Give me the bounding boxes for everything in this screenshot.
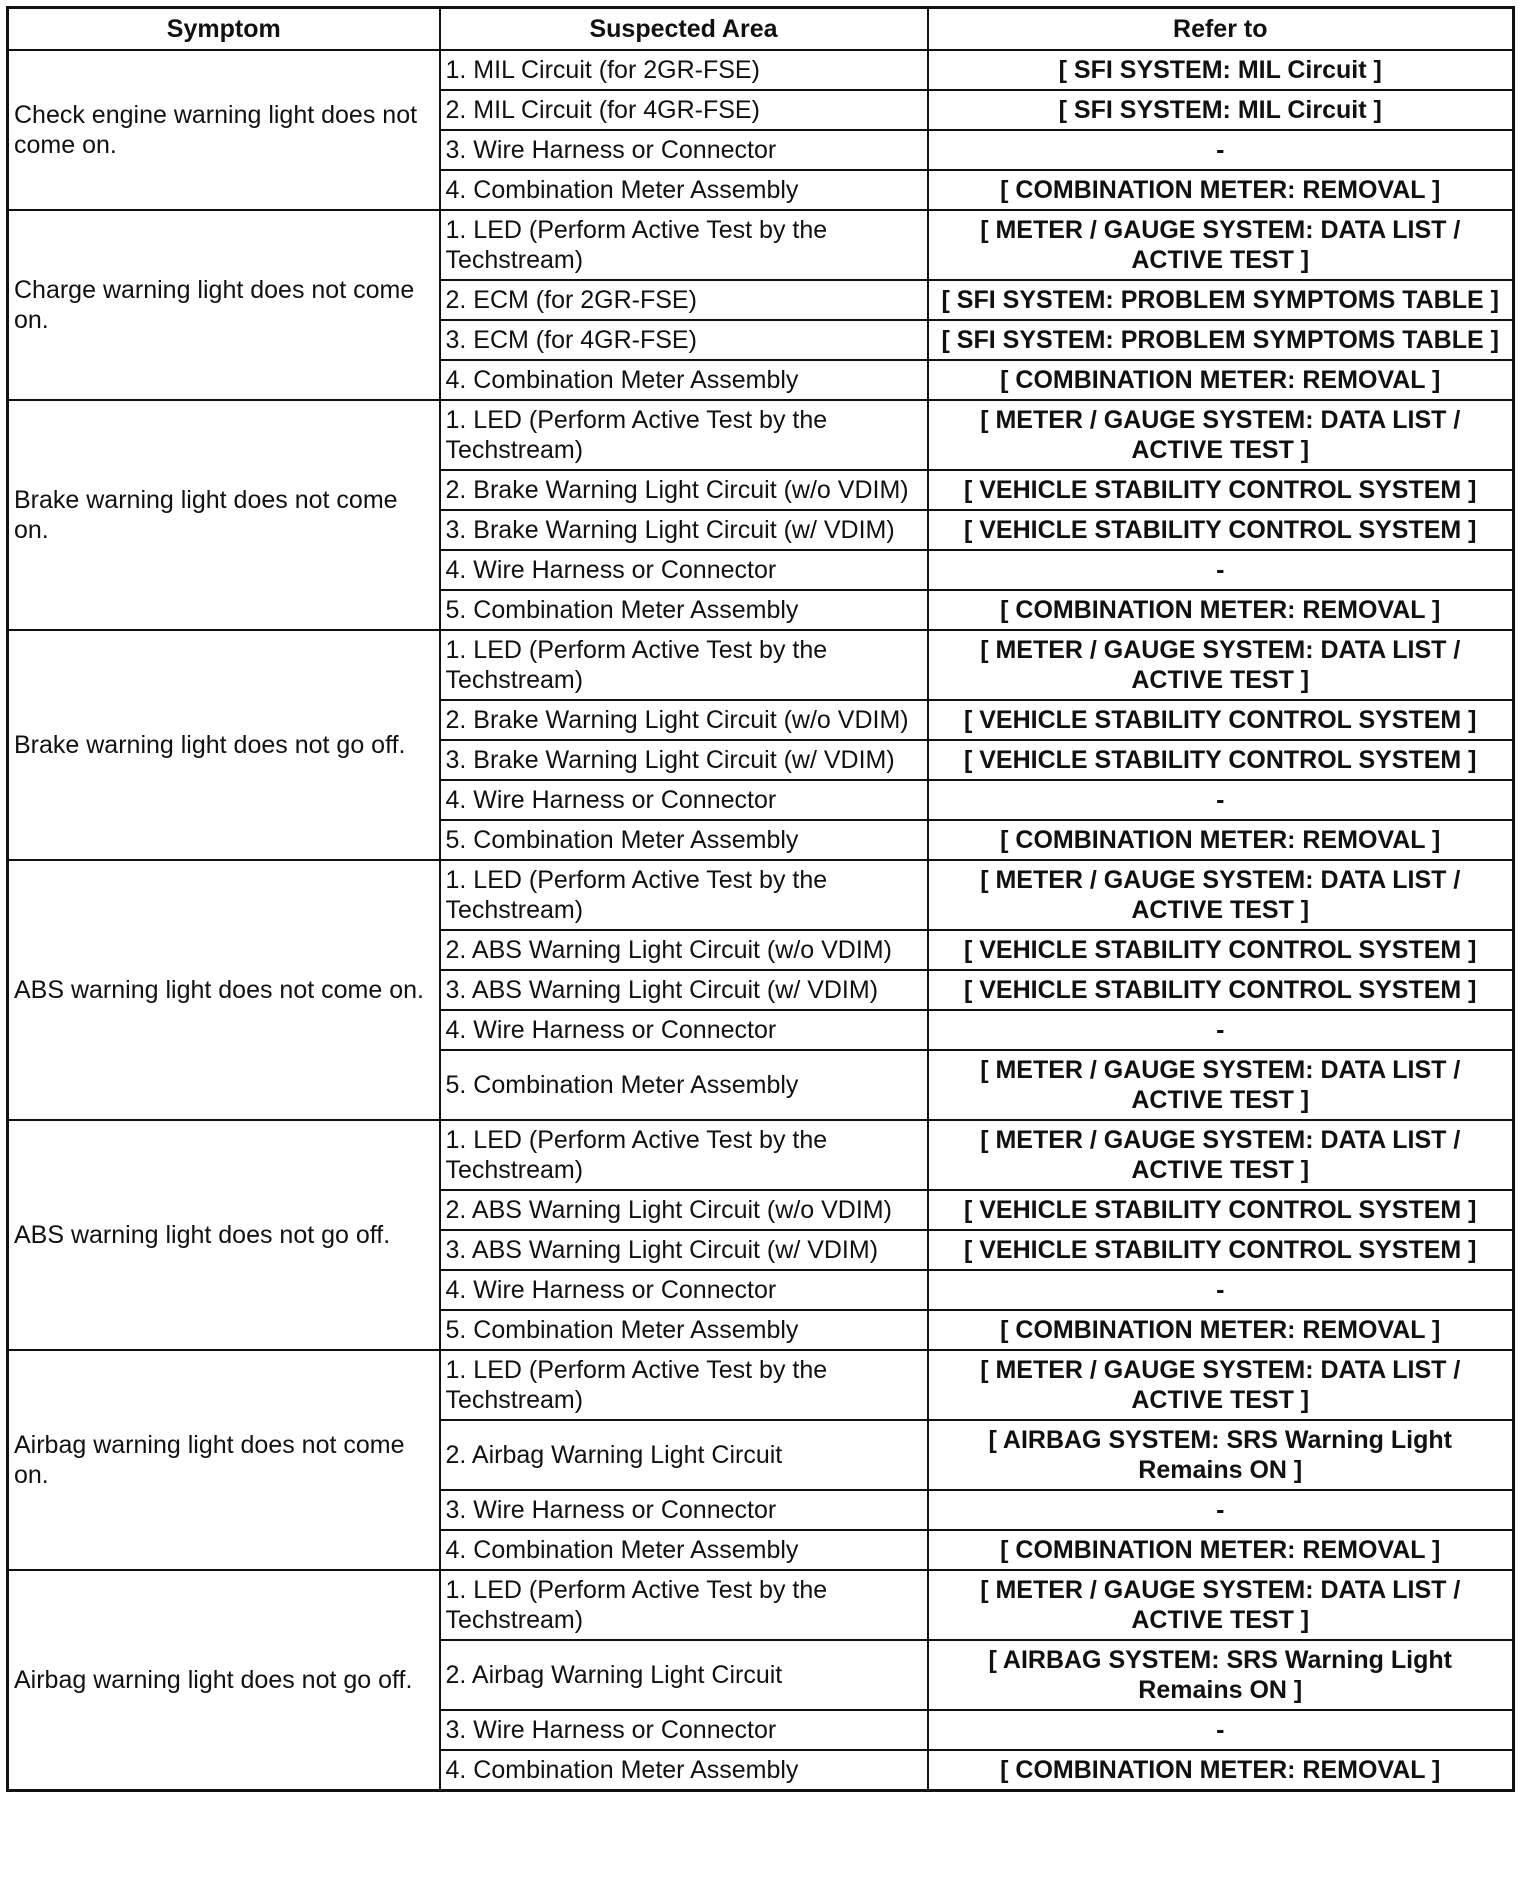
suspected-area-cell: 4. Combination Meter Assembly bbox=[440, 1750, 928, 1791]
refer-to-cell: [ VEHICLE STABILITY CONTROL SYSTEM ] bbox=[928, 470, 1514, 510]
refer-to-cell: [ VEHICLE STABILITY CONTROL SYSTEM ] bbox=[928, 970, 1514, 1010]
refer-to-cell: [ COMBINATION METER: REMOVAL ] bbox=[928, 590, 1514, 630]
suspected-area-cell: 2. Brake Warning Light Circuit (w/o VDIM) bbox=[440, 470, 928, 510]
refer-to-cell: [ VEHICLE STABILITY CONTROL SYSTEM ] bbox=[928, 1230, 1514, 1270]
suspected-area-cell: 3. Wire Harness or Connector bbox=[440, 1490, 928, 1530]
table-row bbox=[8, 630, 1514, 700]
refer-to-cell: - bbox=[928, 1270, 1514, 1310]
suspected-area-cell: 4. Wire Harness or Connector bbox=[440, 1270, 928, 1310]
refer-to-cell: - bbox=[928, 780, 1514, 820]
refer-to-cell: [ METER / GAUGE SYSTEM: DATA LIST / ACTIVE TEST ] bbox=[928, 630, 1514, 700]
suspected-area-cell: 1. LED (Perform Active Test by the Techstream) bbox=[440, 1570, 928, 1640]
suspected-area-cell: 5. Combination Meter Assembly bbox=[440, 1310, 928, 1350]
suspected-area-cell: 5. Combination Meter Assembly bbox=[440, 590, 928, 630]
refer-to-cell: [ VEHICLE STABILITY CONTROL SYSTEM ] bbox=[928, 510, 1514, 550]
suspected-area-cell: 1. MIL Circuit (for 2GR-FSE) bbox=[440, 50, 928, 90]
refer-to-cell: [ METER / GAUGE SYSTEM: DATA LIST / ACTIVE TEST ] bbox=[928, 210, 1514, 280]
refer-to-cell: [ VEHICLE STABILITY CONTROL SYSTEM ] bbox=[928, 740, 1514, 780]
table-row bbox=[8, 210, 1514, 280]
suspected-area-cell: 2. Brake Warning Light Circuit (w/o VDIM) bbox=[440, 700, 928, 740]
suspected-area-cell: 2. Airbag Warning Light Circuit bbox=[440, 1640, 928, 1710]
table-row bbox=[8, 1350, 1514, 1420]
symptom-cell: Charge warning light does not come on. bbox=[8, 210, 440, 400]
symptom-cell: Airbag warning light does not come on. bbox=[8, 1350, 440, 1570]
symptom-cell: ABS warning light does not go off. bbox=[8, 1120, 440, 1350]
suspected-area-cell: 3. ABS Warning Light Circuit (w/ VDIM) bbox=[440, 1230, 928, 1270]
symptom-cell: Brake warning light does not come on. bbox=[8, 400, 440, 630]
suspected-area-cell: 5. Combination Meter Assembly bbox=[440, 820, 928, 860]
refer-to-cell: [ SFI SYSTEM: MIL Circuit ] bbox=[928, 50, 1514, 90]
header-symptom: Symptom bbox=[8, 8, 440, 51]
refer-to-cell: [ SFI SYSTEM: PROBLEM SYMPTOMS TABLE ] bbox=[928, 280, 1514, 320]
refer-to-cell: [ COMBINATION METER: REMOVAL ] bbox=[928, 820, 1514, 860]
suspected-area-cell: 3. Brake Warning Light Circuit (w/ VDIM) bbox=[440, 510, 928, 550]
suspected-area-cell: 3. Wire Harness or Connector bbox=[440, 1710, 928, 1750]
suspected-area-cell: 4. Wire Harness or Connector bbox=[440, 780, 928, 820]
refer-to-cell: [ AIRBAG SYSTEM: SRS Warning Light Remains ON ] bbox=[928, 1420, 1514, 1490]
table-row bbox=[8, 860, 1514, 930]
refer-to-cell: [ METER / GAUGE SYSTEM: DATA LIST / ACTIVE TEST ] bbox=[928, 1570, 1514, 1640]
suspected-area-cell: 1. LED (Perform Active Test by the Techstream) bbox=[440, 860, 928, 930]
suspected-area-cell: 3. ECM (for 4GR-FSE) bbox=[440, 320, 928, 360]
refer-to-cell: [ COMBINATION METER: REMOVAL ] bbox=[928, 360, 1514, 400]
refer-to-cell: [ VEHICLE STABILITY CONTROL SYSTEM ] bbox=[928, 1190, 1514, 1230]
refer-to-cell: - bbox=[928, 550, 1514, 590]
refer-to-cell: [ VEHICLE STABILITY CONTROL SYSTEM ] bbox=[928, 700, 1514, 740]
suspected-area-cell: 2. ABS Warning Light Circuit (w/o VDIM) bbox=[440, 1190, 928, 1230]
symptom-cell: Brake warning light does not go off. bbox=[8, 630, 440, 860]
refer-to-cell: [ METER / GAUGE SYSTEM: DATA LIST / ACTIVE TEST ] bbox=[928, 1350, 1514, 1420]
suspected-area-cell: 1. LED (Perform Active Test by the Techstream) bbox=[440, 210, 928, 280]
refer-to-cell: [ COMBINATION METER: REMOVAL ] bbox=[928, 170, 1514, 210]
refer-to-cell: [ METER / GAUGE SYSTEM: DATA LIST / ACTIVE TEST ] bbox=[928, 860, 1514, 930]
refer-to-cell: - bbox=[928, 1710, 1514, 1750]
table-row bbox=[8, 50, 1514, 90]
suspected-area-cell: 3. Brake Warning Light Circuit (w/ VDIM) bbox=[440, 740, 928, 780]
suspected-area-cell: 3. ABS Warning Light Circuit (w/ VDIM) bbox=[440, 970, 928, 1010]
suspected-area-cell: 4. Wire Harness or Connector bbox=[440, 550, 928, 590]
refer-to-cell: [ METER / GAUGE SYSTEM: DATA LIST / ACTIVE TEST ] bbox=[928, 1120, 1514, 1190]
symptom-cell: Check engine warning light does not come on. bbox=[8, 50, 440, 210]
suspected-area-cell: 4. Wire Harness or Connector bbox=[440, 1010, 928, 1050]
header-row bbox=[8, 8, 1514, 51]
refer-to-cell: [ VEHICLE STABILITY CONTROL SYSTEM ] bbox=[928, 930, 1514, 970]
table-row bbox=[8, 1570, 1514, 1640]
refer-to-cell: [ SFI SYSTEM: PROBLEM SYMPTOMS TABLE ] bbox=[928, 320, 1514, 360]
suspected-area-cell: 2. ABS Warning Light Circuit (w/o VDIM) bbox=[440, 930, 928, 970]
refer-to-cell: - bbox=[928, 1490, 1514, 1530]
suspected-area-cell: 4. Combination Meter Assembly bbox=[440, 360, 928, 400]
suspected-area-cell: 1. LED (Perform Active Test by the Techstream) bbox=[440, 1120, 928, 1190]
table-body bbox=[8, 50, 1514, 1791]
table-row bbox=[8, 400, 1514, 470]
refer-to-cell: [ COMBINATION METER: REMOVAL ] bbox=[928, 1310, 1514, 1350]
header-suspected-area: Suspected Area bbox=[440, 8, 928, 51]
header-refer-to: Refer to bbox=[928, 8, 1514, 51]
refer-to-cell: [ AIRBAG SYSTEM: SRS Warning Light Remains ON ] bbox=[928, 1640, 1514, 1710]
suspected-area-cell: 2. ECM (for 2GR-FSE) bbox=[440, 280, 928, 320]
suspected-area-cell: 1. LED (Perform Active Test by the Techstream) bbox=[440, 630, 928, 700]
suspected-area-cell: 4. Combination Meter Assembly bbox=[440, 1530, 928, 1570]
suspected-area-cell: 2. MIL Circuit (for 4GR-FSE) bbox=[440, 90, 928, 130]
suspected-area-cell: 1. LED (Perform Active Test by the Techstream) bbox=[440, 1350, 928, 1420]
refer-to-cell: - bbox=[928, 130, 1514, 170]
refer-to-cell: [ METER / GAUGE SYSTEM: DATA LIST / ACTIVE TEST ] bbox=[928, 1050, 1514, 1120]
table-row bbox=[8, 1120, 1514, 1190]
suspected-area-cell: 3. Wire Harness or Connector bbox=[440, 130, 928, 170]
refer-to-cell: [ METER / GAUGE SYSTEM: DATA LIST / ACTIVE TEST ] bbox=[928, 400, 1514, 470]
symptom-cell: Airbag warning light does not go off. bbox=[8, 1570, 440, 1791]
suspected-area-cell: 1. LED (Perform Active Test by the Techstream) bbox=[440, 400, 928, 470]
suspected-area-cell: 2. Airbag Warning Light Circuit bbox=[440, 1420, 928, 1490]
refer-to-cell: [ SFI SYSTEM: MIL Circuit ] bbox=[928, 90, 1514, 130]
symptom-cell: ABS warning light does not come on. bbox=[8, 860, 440, 1120]
refer-to-cell: [ COMBINATION METER: REMOVAL ] bbox=[928, 1530, 1514, 1570]
problem-symptoms-table bbox=[6, 6, 1515, 1792]
suspected-area-cell: 5. Combination Meter Assembly bbox=[440, 1050, 928, 1120]
refer-to-cell: - bbox=[928, 1010, 1514, 1050]
suspected-area-cell: 4. Combination Meter Assembly bbox=[440, 170, 928, 210]
refer-to-cell: [ COMBINATION METER: REMOVAL ] bbox=[928, 1750, 1514, 1791]
